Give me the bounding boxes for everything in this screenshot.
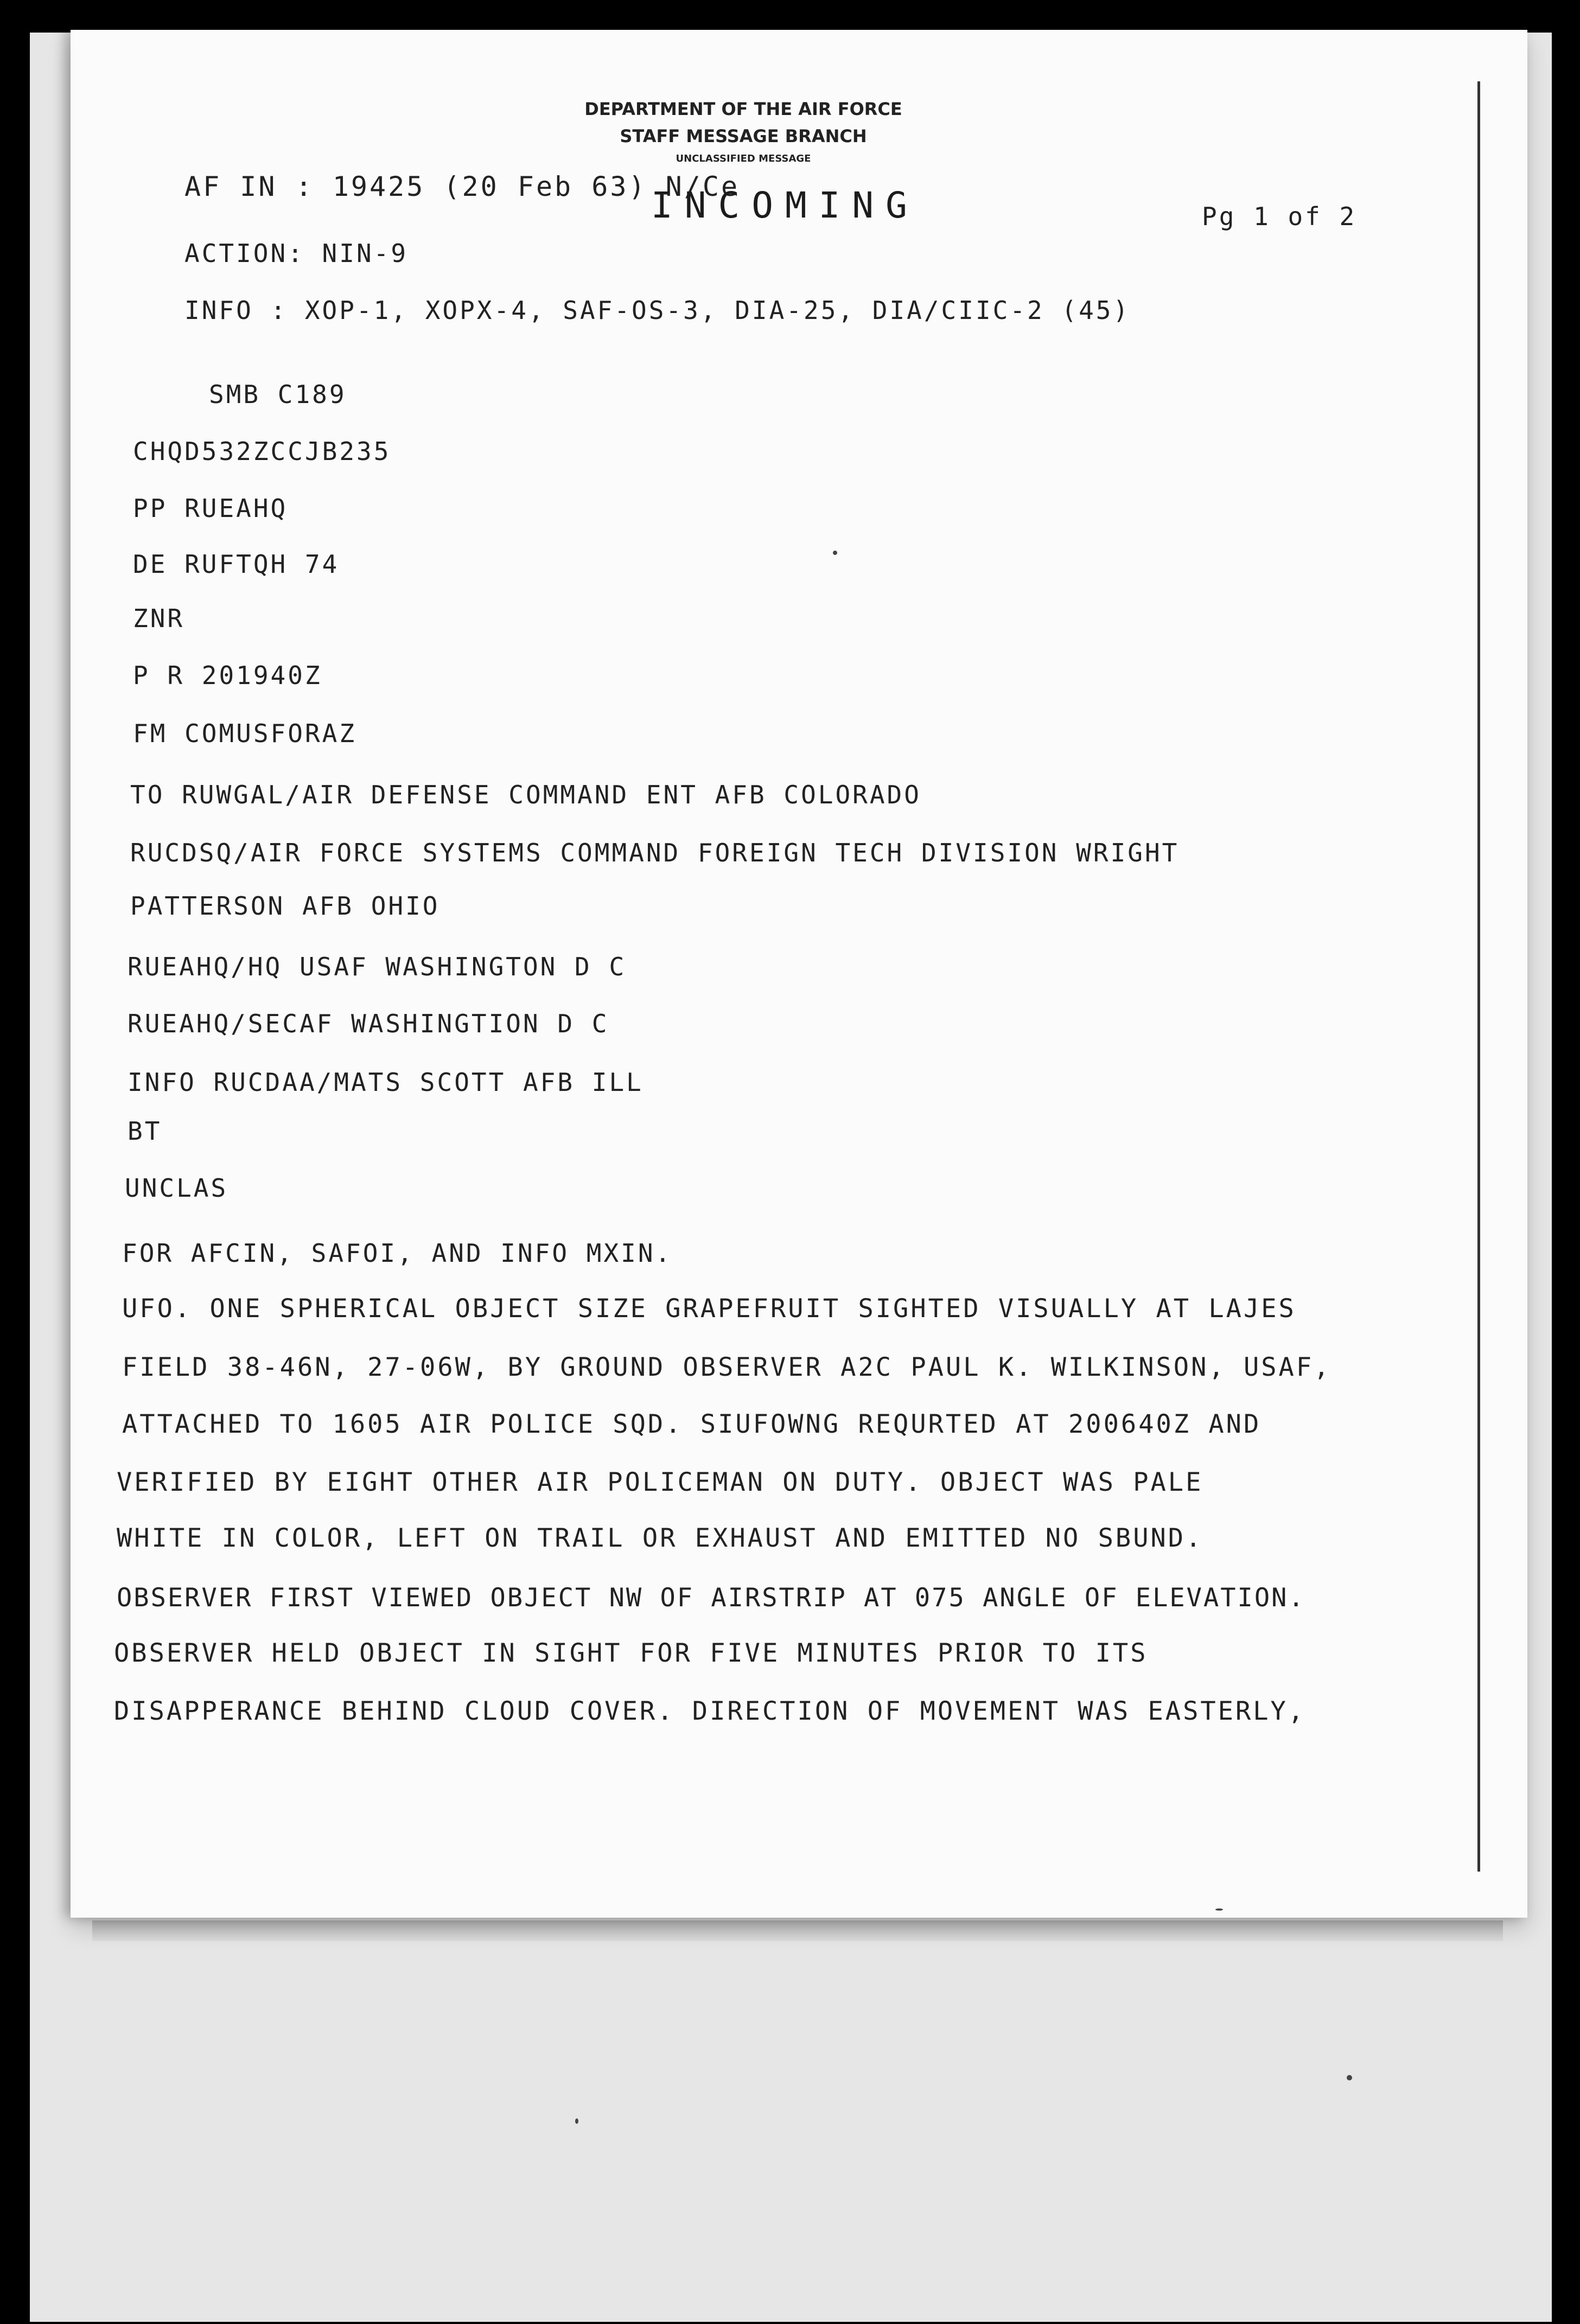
message-line: SMB C189 (209, 380, 347, 409)
scan-speck (1215, 1908, 1223, 1911)
page-number: Pg 1 of 2 (1202, 202, 1357, 231)
message-line: FOR AFCIN, SAFOI, AND INFO MXIN. (122, 1238, 673, 1268)
message-line: OBSERVER FIRST VIEWED OBJECT NW OF AIRSTRIP AT 075 ANGLE OF ELEVATION. (117, 1583, 1305, 1613)
scan-speck (833, 551, 837, 555)
message-line: RUEAHQ/HQ USAF WASHINGTON D C (128, 952, 627, 981)
message-line: FIELD 38-46N, 27-06W, BY GROUND OBSERVER A2C PAUL K. WILKINSON, USAF, (122, 1352, 1331, 1382)
scan-speck (575, 2118, 578, 2124)
message-line: UNCLAS (125, 1173, 228, 1203)
message-line: TO RUWGAL/AIR DEFENSE COMMAND ENT AFB COLORADO (130, 780, 921, 809)
incoming-stamp: INCOMING (651, 184, 919, 226)
message-line: DE RUFTQH 74 (133, 550, 340, 579)
message-line: UFO. ONE SPHERICAL OBJECT SIZE GRAPEFRUIT SIGHTED VISUALLY AT LAJES (122, 1294, 1296, 1324)
message-line: INFO RUCDAA/MATS SCOTT AFB ILL (128, 1068, 644, 1097)
message-line: P R 201940Z (133, 661, 322, 690)
action-line: ACTION: NIN-9 (184, 239, 409, 268)
message-line: FM COMUSFORAZ (133, 719, 357, 748)
classification-heading: UNCLASSIFIED MESSAGE (676, 153, 811, 164)
message-line: PP RUEAHQ (133, 494, 288, 523)
paper-edge-line (1477, 81, 1480, 1872)
message-line: BT (128, 1116, 162, 1146)
paper-shadow (92, 1920, 1503, 1941)
message-line: DISAPPERANCE BEHIND CLOUD COVER. DIRECTION OF MOVEMENT WAS EASTERLY, (114, 1696, 1306, 1726)
af-in-line: AF IN : 19425 (20 Feb 63) N/Ce (184, 171, 740, 202)
info-line: INFO : XOP-1, XOPX-4, SAF-OS-3, DIA-25, DIA/CIIC-2 (45) (184, 296, 1131, 325)
message-line: PATTERSON AFB OHIO (130, 891, 440, 921)
message-line: CHQD532ZCCJB235 (133, 437, 391, 466)
department-heading: DEPARTMENT OF THE AIR FORCE (584, 99, 902, 119)
message-line: OBSERVER HELD OBJECT IN SIGHT FOR FIVE MINUTES PRIOR TO ITS (114, 1638, 1148, 1668)
message-line: ATTACHED TO 1605 AIR POLICE SQD. SIUFOWNG REQURTED AT 200640Z AND (122, 1409, 1262, 1439)
scan-speck (1347, 2075, 1352, 2080)
branch-heading: STAFF MESSAGE BRANCH (620, 126, 867, 146)
message-line: RUCDSQ/AIR FORCE SYSTEMS COMMAND FOREIGN TECH DIVISION WRIGHT (130, 838, 1180, 867)
message-line: ZNR (133, 604, 185, 633)
message-line: WHITE IN COLOR, LEFT ON TRAIL OR EXHAUST AND EMITTED NO SBUND. (117, 1523, 1203, 1553)
message-line: VERIFIED BY EIGHT OTHER AIR POLICEMAN ON DUTY. OBJECT WAS PALE (117, 1467, 1203, 1497)
message-line: RUEAHQ/SECAF WASHINGTION D C (128, 1009, 609, 1038)
